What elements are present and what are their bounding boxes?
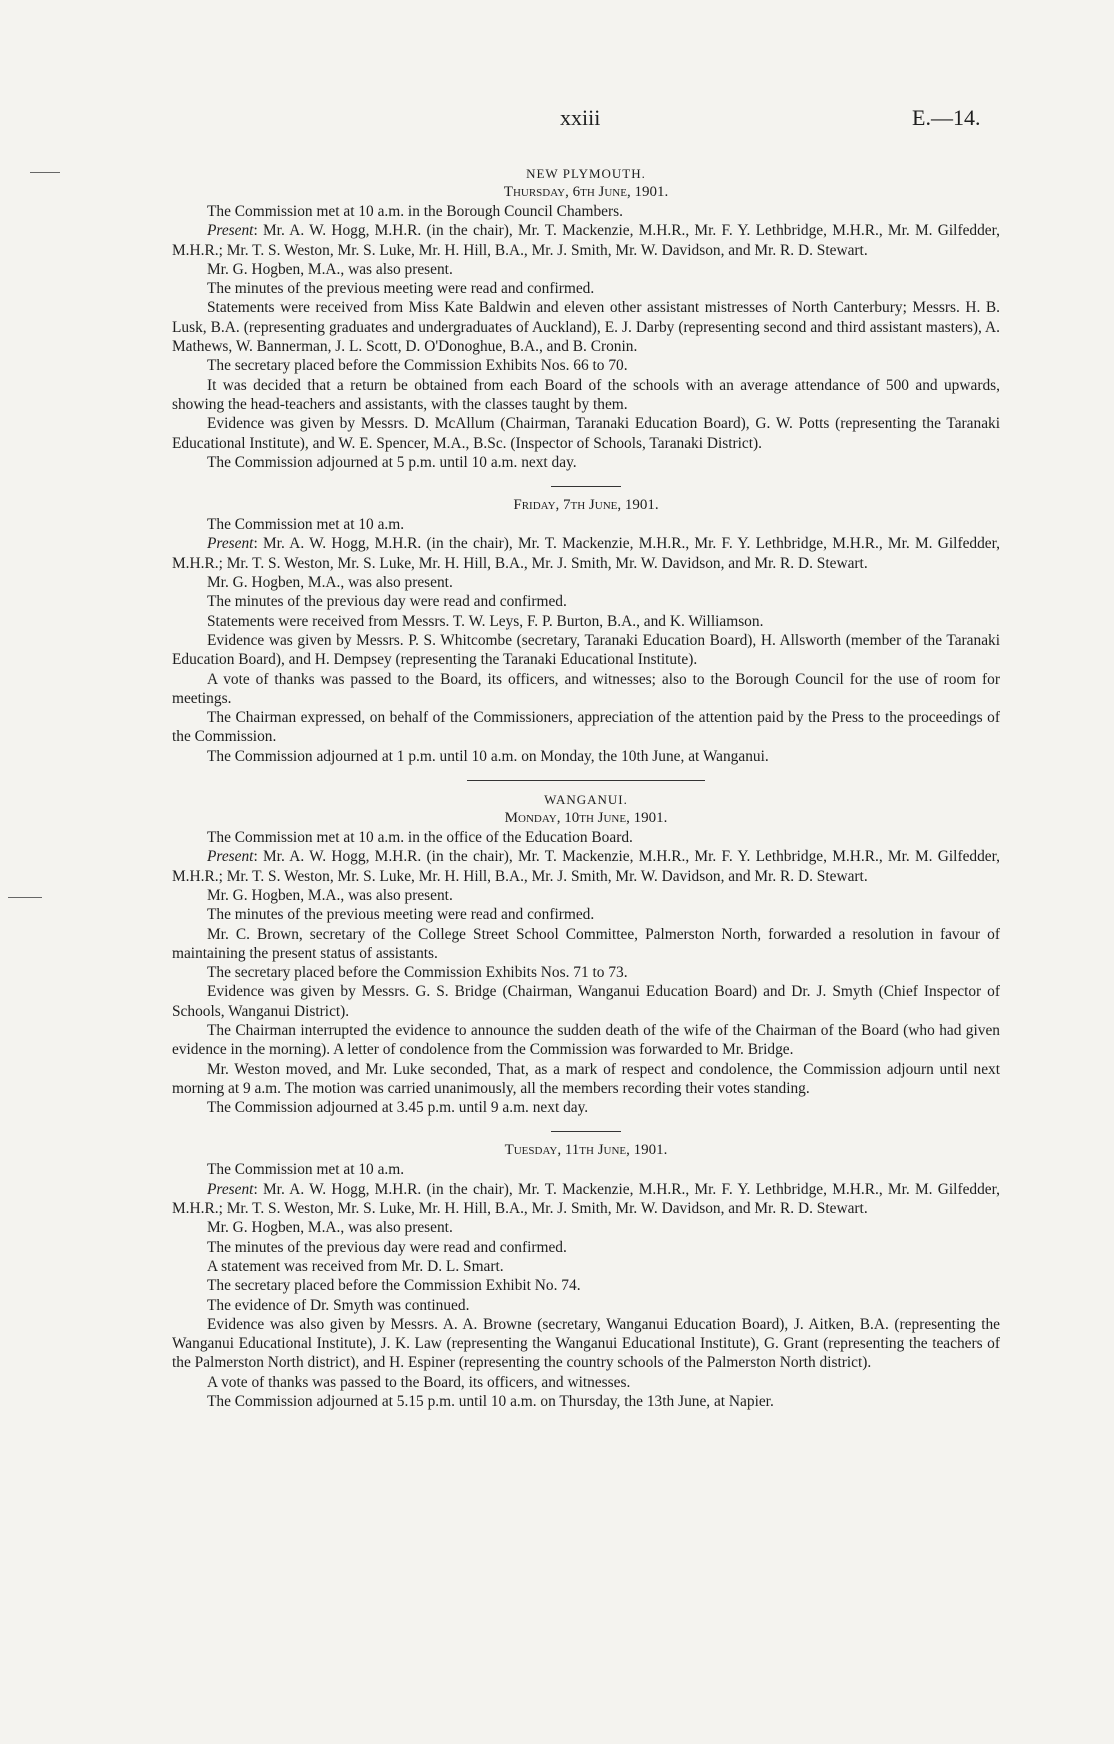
section-wanganui-monday bbox=[172, 791, 1000, 1117]
minutes-paragraph: It was decided that a return be obtained from each Board of the schools with an average attendance of 500 and upwards, showing the head-teachers and assistants, with the classes taught by them. bbox=[172, 376, 1000, 413]
minutes-paragraph: Evidence was given by Messrs. G. S. Bridge (Chairman, Wanganui Education Board) and Dr. J. Smyth (Chief Inspector of Schools, Wanganui District). bbox=[172, 983, 1000, 1020]
minutes-paragraph: A statement was received from Mr. D. L. Smart. bbox=[207, 1257, 504, 1275]
page-number: xxiii bbox=[560, 105, 601, 130]
present-label: Present bbox=[207, 535, 254, 553]
minutes-paragraph: Mr. Weston moved, and Mr. Luke seconded, That, as a mark of respect and condolence, the Commission adjourn until next morning at 9 a.m. The motion was carried unanimously, all the members recording their votes standing. bbox=[172, 1060, 1000, 1097]
minutes-paragraph: The Commission met at 10 a.m. bbox=[207, 1161, 405, 1179]
margin-mark bbox=[30, 172, 60, 173]
section-new-plymouth-thursday bbox=[172, 165, 1000, 472]
minutes-paragraph: The Chairman expressed, on behalf of the Commissioners, appreciation of the attention paid by the Press to the proceedings of the Commission. bbox=[172, 709, 1000, 746]
present-paragraph: Present: Mr. A. W. Hogg, M.H.R. (in the chair), Mr. T. Mackenzie, M.H.R., Mr. F. Y. Lethbridge, M.H.R., Mr. M. Gilfedder, M.H.R.; Mr. T. S. Weston, Mr. S. Luke, Mr. H. Hill, B.A., Mr. J. Smith, Mr. W. Davidson, and Mr. R. D. Stewart. bbox=[172, 1180, 1000, 1218]
meeting-date: Tuesday, 11th June, 1901. bbox=[504, 1142, 668, 1159]
section-new-plymouth-friday bbox=[172, 496, 1000, 766]
minutes-paragraph: The minutes of the previous day were read and confirmed. bbox=[207, 593, 567, 611]
minutes-paragraph: The secretary placed before the Commission Exhibits Nos. 66 to 70. bbox=[207, 357, 628, 375]
section-divider bbox=[467, 780, 705, 781]
place-heading: NEW PLYMOUTH. bbox=[526, 166, 646, 181]
minutes-paragraph: Evidence was also given by Messrs. A. A. Browne (secretary, Wanganui Education Board), J. Aitken, B.A. (representing the Wanganui Educational Institute), J. K. Law (representing the Wanganui Educational Institute), G. Grant (representing the teachers of the Palmerston North district), and H. Espiner (representing the country schools of the Palmerston North district). bbox=[172, 1315, 1000, 1372]
present-paragraph: Present: Mr. A. W. Hogg, M.H.R. (in the chair), Mr. T. Mackenzie, M.H.R., Mr. F. Y. Lethbridge, M.H.R., Mr. M. Gilfedder, M.H.R.; Mr. T. S. Weston, Mr. S. Luke, Mr. H. Hill, B.A., Mr. J. Smith, Mr. W. Davidson, and Mr. R. D. Stewart. bbox=[172, 535, 1000, 572]
meeting-date: Friday, 7th June, 1901. bbox=[513, 497, 659, 514]
minutes-paragraph: The secretary placed before the Commission Exhibits Nos. 71 to 73. bbox=[207, 964, 628, 982]
minutes-paragraph: The secretary placed before the Commission Exhibit No. 74. bbox=[207, 1277, 581, 1295]
minutes-paragraph: The Commission adjourned at 3.45 p.m. until 9 a.m. next day. bbox=[207, 1099, 589, 1117]
present-label: Present bbox=[207, 848, 254, 866]
minutes-paragraph: The Chairman interrupted the evidence to announce the sudden death of the wife of the Chairman of the Board (who had given evidence in the morning). A letter of condolence from the Commission was forwarded to Mr. Bridge. bbox=[172, 1021, 1000, 1059]
meeting-date: Thursday, 6th June, 1901. bbox=[503, 184, 669, 200]
minutes-paragraph: Statements were received from Miss Kate Baldwin and eleven other assistant mistresses of North Canterbury; Messrs. H. B. Lusk, B.A. (representing graduates and undergraduates of Auckland), E. J. Darby (representing second and third assistant masters), A. Mathews, W. Bannerman, J. L. Scott, D. O'Donoghue, B.A., and B. Cronin. bbox=[172, 299, 1000, 356]
minutes-paragraph: The minutes of the previous day were read and confirmed. bbox=[207, 1238, 567, 1256]
minutes-paragraph: The Commission met at 10 a.m. bbox=[207, 516, 405, 534]
minutes-paragraph: The evidence of Dr. Smyth was continued. bbox=[207, 1296, 470, 1314]
present-paragraph: Present: Mr. A. W. Hogg, M.H.R. (in the chair), Mr. T. Mackenzie, M.H.R., Mr. F. Y. Lethbridge, M.H.R., Mr. M. Gilfedder, M.H.R.; Mr. T. S. Weston, Mr. S. Luke, Mr. H. Hill, B.A., Mr. J. Smith, Mr. W. Davidson, and Mr. R. D. Stewart. bbox=[172, 222, 1000, 259]
place-heading: WANGANUI. bbox=[544, 792, 628, 808]
minutes-paragraph: The minutes of the previous meeting were read and confirmed. bbox=[207, 280, 595, 298]
minutes-paragraph: A vote of thanks was passed to the Board, its officers, and witnesses. bbox=[207, 1373, 631, 1391]
minutes-paragraph: Evidence was given by Messrs. P. S. Whitcombe (secretary, Taranaki Education Board), H. Allsworth (member of the Taranaki Education Board), and H. Dempsey (representing the Taranaki Educational Institute). bbox=[172, 631, 1000, 669]
minutes-paragraph: Mr. G. Hogben, M.A., was also present. bbox=[207, 886, 453, 904]
margin-mark bbox=[8, 897, 42, 898]
minutes-paragraph: Mr. G. Hogben, M.A., was also present. bbox=[207, 260, 453, 278]
present-label: Present bbox=[207, 1180, 254, 1198]
minutes-paragraph: The Commission met at 10 a.m. in the office of the Education Board. bbox=[207, 829, 633, 847]
minutes-paragraph: Evidence was given by Messrs. D. McAllum (Chairman, Taranaki Education Board), G. W. Potts (representing the Taranaki Educational Institute), and W. E. Spencer, M.A., B.Sc. (Inspector of Schools, Taranaki District). bbox=[172, 415, 1000, 452]
minutes-paragraph: The minutes of the previous meeting were read and confirmed. bbox=[207, 906, 595, 924]
meeting-date: Monday, 10th June, 1901. bbox=[504, 810, 668, 827]
present-label: Present bbox=[207, 222, 254, 240]
section-divider bbox=[551, 486, 621, 487]
minutes-paragraph: Mr. G. Hogben, M.A., was also present. bbox=[207, 1219, 453, 1237]
minutes-paragraph: The Commission adjourned at 5 p.m. until 10 a.m. next day. bbox=[207, 453, 577, 471]
minutes-paragraph: A vote of thanks was passed to the Board, its officers, and witnesses; also to the Borough Council for the use of room for meetings. bbox=[172, 670, 1000, 707]
document-reference: E.—14. bbox=[912, 105, 981, 130]
present-paragraph: Present: Mr. A. W. Hogg, M.H.R. (in the chair), Mr. T. Mackenzie, M.H.R., Mr. F. Y. Lethbridge, M.H.R., Mr. M. Gilfedder, M.H.R.; Mr. T. S. Weston, Mr. S. Luke, Mr. H. Hill, B.A., Mr. J. Smith, Mr. W. Davidson, and Mr. R. D. Stewart. bbox=[172, 848, 1000, 885]
minutes-paragraph: Mr. C. Brown, secretary of the College Street School Committee, Palmerston North, forwarded a resolution in favour of maintaining the present status of assistants. bbox=[172, 925, 1000, 962]
minutes-paragraph: Mr. G. Hogben, M.A., was also present. bbox=[207, 574, 453, 592]
section-divider bbox=[551, 1131, 621, 1132]
minutes-paragraph: Statements were received from Messrs. T. W. Leys, F. P. Burton, B.A., and K. Williamson. bbox=[207, 612, 764, 630]
minutes-paragraph: The Commission adjourned at 1 p.m. until 10 a.m. on Monday, the 10th June, at Wanganui. bbox=[207, 747, 769, 765]
minutes-paragraph: The Commission met at 10 a.m. in the Borough Council Chambers. bbox=[207, 203, 623, 220]
section-wanganui-tuesday bbox=[172, 1141, 1000, 1411]
minutes-paragraph: The Commission adjourned at 5.15 p.m. until 10 a.m. on Thursday, the 13th June, at Napier. bbox=[207, 1393, 774, 1411]
document-body bbox=[172, 157, 1000, 1411]
